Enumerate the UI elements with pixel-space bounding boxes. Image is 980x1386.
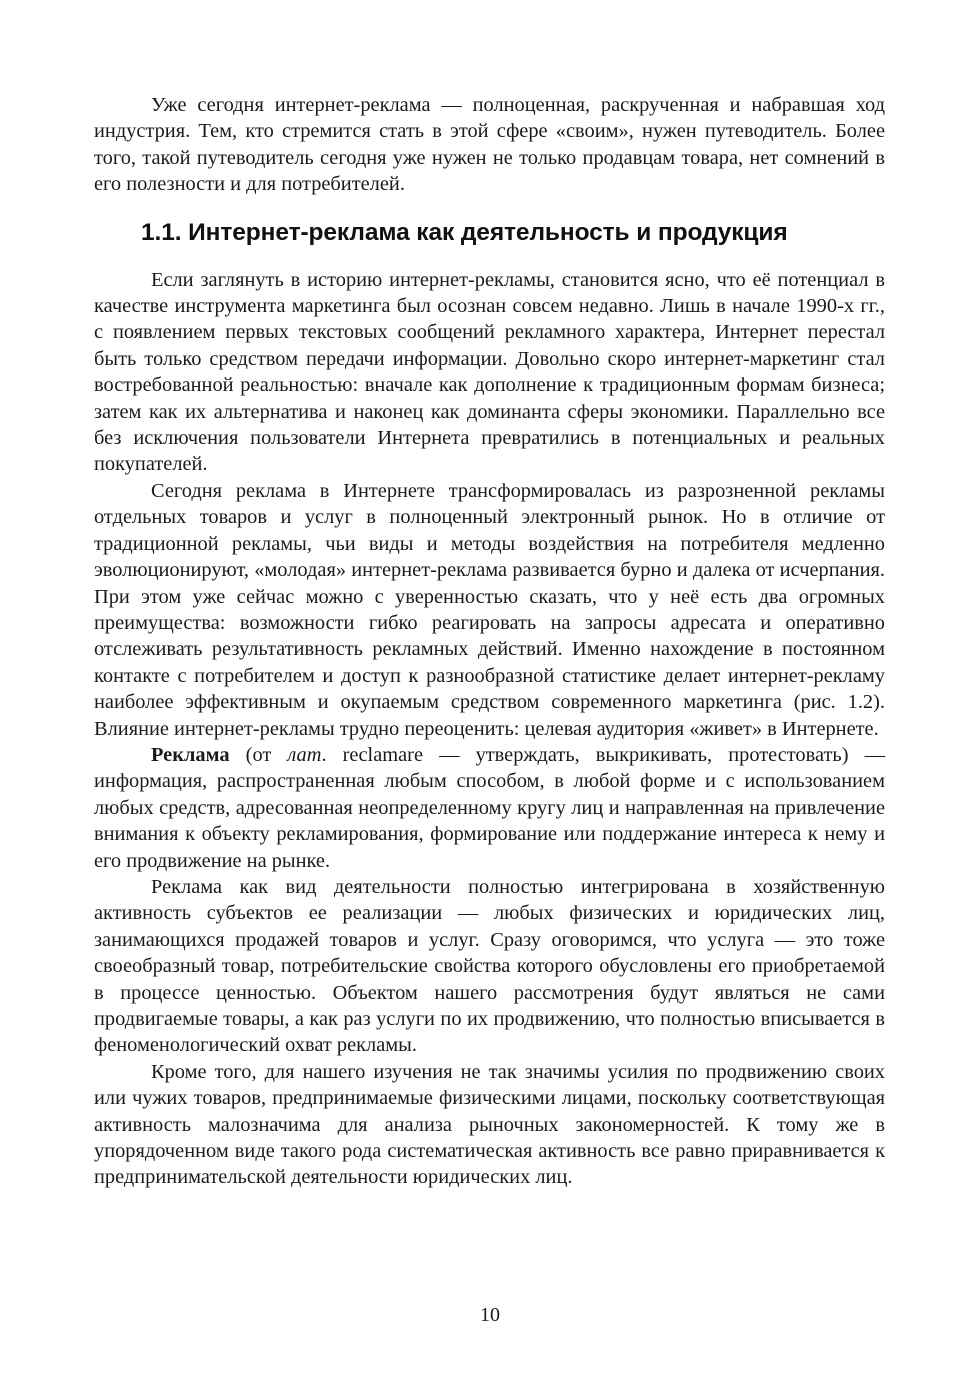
document-page bbox=[94, 92, 885, 1191]
latin-abbreviation: лат bbox=[287, 743, 322, 766]
page-number: 10 bbox=[480, 1304, 500, 1326]
definition-text: . reclamare — утверждать, выкрикивать, протестовать) — информация, распространенная любым способом, в любой форме и с использованием любых средств, адресованная неопределенному кругу лиц и направленная на привлечение внимания к объекту рекламирования, формирование или поддержание интереса к нему и его продвижение на рынке. bbox=[94, 743, 885, 872]
scope-paragraph: Кроме того, для нашего изучения не так значимы усилия по продвижению своих или чужих товаров, предпринимаемые физическими лицами, поскольку соответствующая активность малозначима для анализа рыночных закономерностей. К тому же в упорядоченном виде такого рода систематическая активность все равно приравнивается к предпринимательской деятельности юридических лиц. bbox=[94, 1060, 885, 1189]
defined-term: Реклама bbox=[151, 743, 230, 766]
definition-paragraph bbox=[94, 742, 885, 874]
activity-paragraph: Реклама как вид деятельности полностью интегрирована в хозяйственную активность субъектов ее реализации — любых физических и юридических лиц, занимающихся продажей товаров и услуг. Сразу оговоримся, что услуга — это тоже своеобразный товар, потребительские свойства которого обусловлены его приобретаемой в процессе ценностью. Объектом нашего рассмотрения будут являться не сами продвигаемые товары, а как раз услуги по их продвижению, что полностью вписывается в феноменологический охват рекламы. bbox=[94, 875, 885, 1057]
definition-open-paren: (от bbox=[229, 743, 288, 766]
intro-paragraph: Уже сегодня интернет-реклама — полноценная, раскрученная и набравшая ход индустрия. Тем, кто стремится стать в этой сфере «своим», нужен путеводитель. Более того, такой путеводитель сегодня уже нужен не только продавцам товара, нет сомнений в его полезности и для потребителей. bbox=[94, 94, 885, 196]
section-heading: 1.1. Интернет-реклама как деятельность и продукция bbox=[141, 218, 788, 246]
history-paragraph: Если заглянуть в историю интернет-рекламы, становится ясно, что её потенциал в качестве инструмента маркетинга был осознан совсем недавно. Лишь в начале 1990-х гг., с появлением первых текстовых сообщений рекламного характера, Интернет перестал быть только средством передачи информации. Довольно скоро интернет-маркетинг стал востребованной реальностью: вначале как дополнение к традиционным формам бизнеса; затем как их альтернатива и наконец как доминанта сферы экономики. Параллельно все без исключения пользователи Интернета превратились в потенциальных и реальных покупателей. bbox=[94, 268, 885, 476]
transformation-paragraph: Сегодня реклама в Интернете трансформировалась из разрозненной рекламы отдельных товаров и услуг в полноценный электронный рынок. Но в отличие от традиционной рекламы, чьи виды и методы воздействия на потребителя медленно эволюционируют, «молодая» интернет-реклама развивается бурно и далека от исчерпания. При этом уже сейчас можно с уверенностью сказать, что у неё есть два огромных преимущества: возможности гибко реагировать на запросы адресата и оперативно отслеживать результативность рекламных действий. Именно нахождение в постоянном контакте с потребителем и доступ к разнообразной статистике делает интернет-рекламу наиболее эффективным и окупаемым средством современного маркетинга (рис. 1.2). Влияние интернет-рекламы трудно переоценить: целевая аудитория «живет» в Интернете. bbox=[94, 479, 885, 740]
